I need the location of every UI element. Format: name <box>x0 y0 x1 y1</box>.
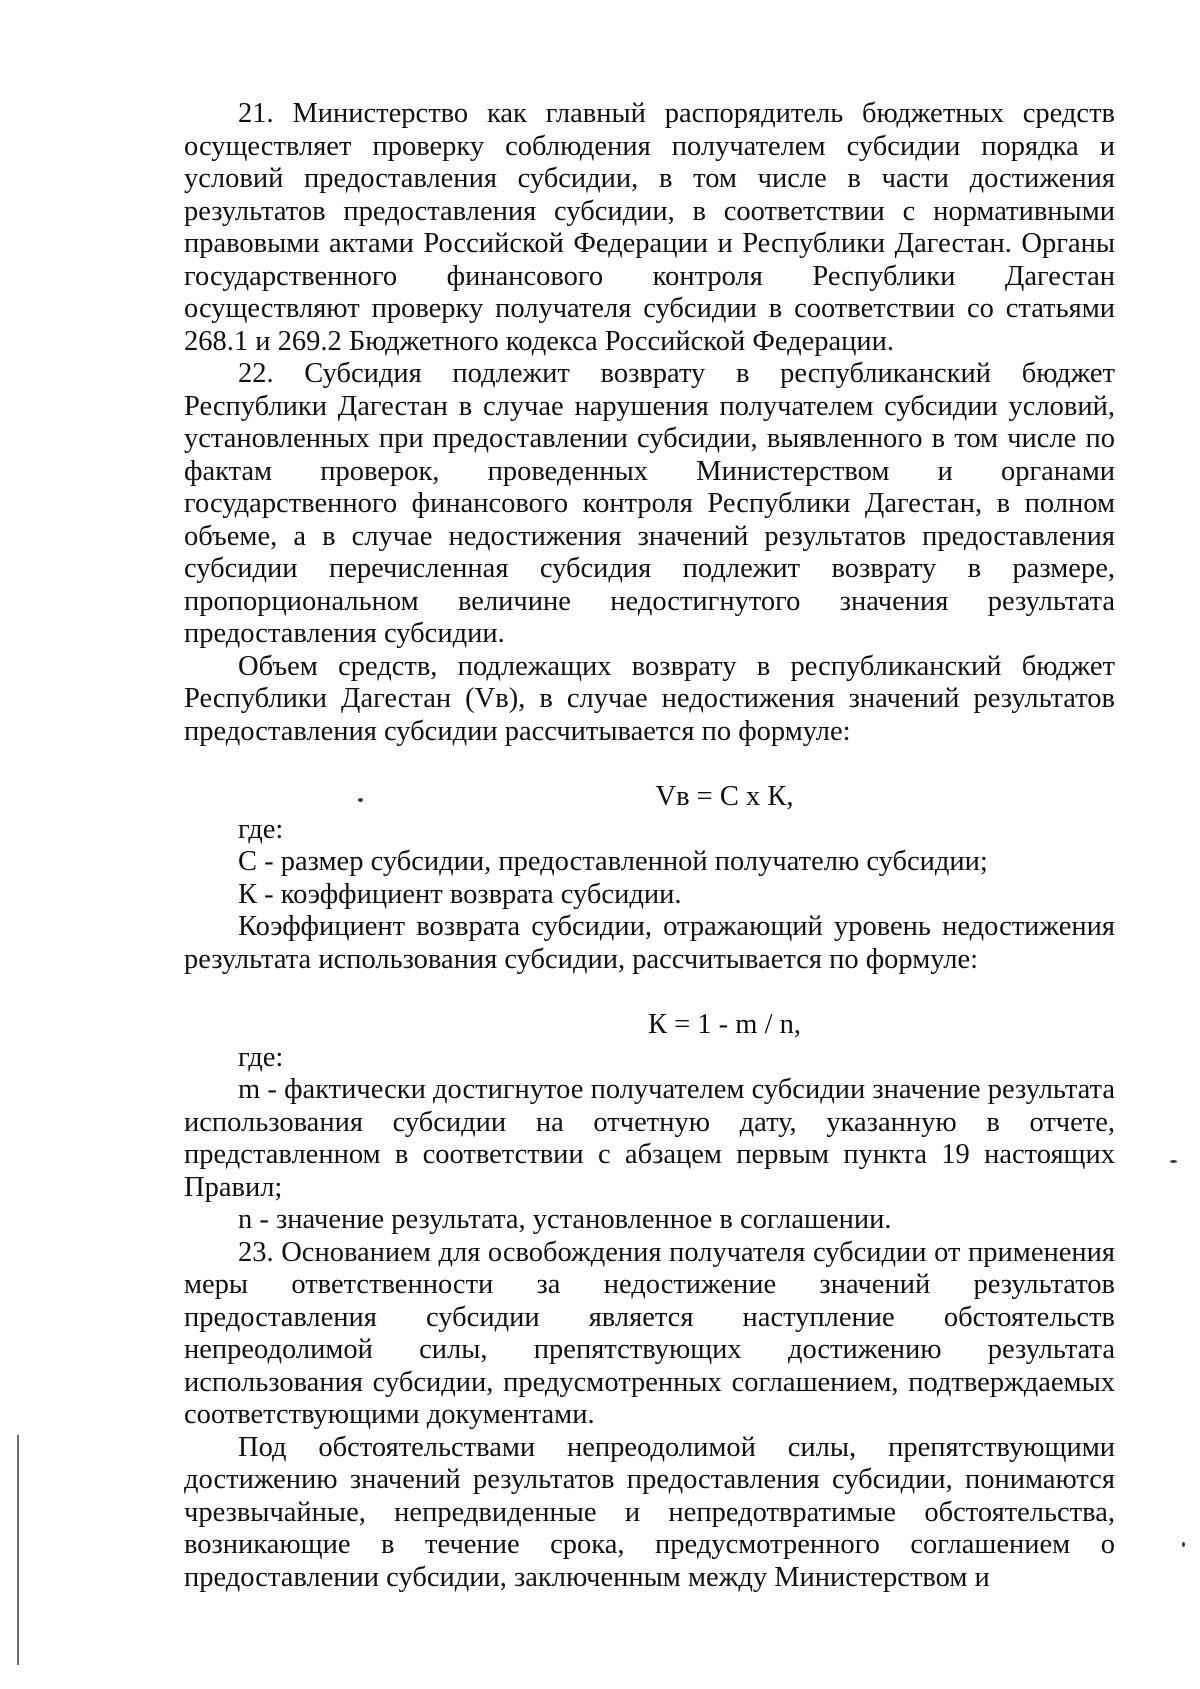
scan-edge-line <box>17 1435 19 1665</box>
definition-m: m - фактически достигнутое получателем субсидии значение результата использования субсидии на отчетную дату, указанную в отчете, представленном в соответствии с абзацем первым пункта 19 настоящих Правил; <box>184 1074 1115 1203</box>
formula-spacer <box>184 748 1115 781</box>
definition-c: С - размер субсидии, предоставленной получателю субсидии; <box>238 846 988 877</box>
paragraph-return-volume: Объем средств, подлежащих возврату в республиканский бюджет Республики Дагестан (Vв), в случае недостижения значений результатов предоставления субсидии рассчитывается по формуле: <box>184 650 1115 747</box>
scan-speck <box>1182 1542 1185 1547</box>
where-label-2: где: <box>238 1041 284 1073</box>
definition-n: n - значение результата, установленное в соглашении. <box>238 1204 892 1235</box>
document-body <box>184 98 1115 1594</box>
where-label-1: где: <box>238 813 284 845</box>
definition-k: К - коэффициент возврата субсидии. <box>238 878 682 910</box>
scan-speck <box>358 798 363 802</box>
paragraph-22: 22. Субсидия подлежит возврату в республиканский бюджет Республики Дагестан в случае нарушения получателем субсидии условий, установленных при предоставлении субсидии, выявленного в том числе по фактам проверок, проведенных Министерством и органами государственного финансового контроля Республики Дагестан, в полном объеме, а в случае недостижения значений результатов предоставления субсидии перечисленная субсидия подлежит возврату в размере, пропорциональном величине недостигнутого значения результата предоставления субсидии. <box>184 358 1115 649</box>
paragraph-21: 21. Министерство как главный распорядитель бюджетных средств осуществляет проверку соблюдения получателем субсидии порядка и условий предоставления субсидии, в том числе в части достижения результатов предоставления субсидии, в соответствии с нормативными правовыми актами Российской Федерации и Республики Дагестан. Органы государственного финансового контроля Республики Дагестан осуществляют проверку получателя субсидии в соответствии со статьями 268.1 и 269.2 Бюджетного кодекса Российской Федерации. <box>184 98 1115 357</box>
formula-return-volume: Vв = С х К, <box>655 781 794 812</box>
paragraph-force-majeure: Под обстоятельствами непреодолимой силы, препятствующими достижению значений результатов предоставления субсидии, понимаются чрезвычайные, непредвиденные и непредотвратимые обстоятельства, возникающие в течение срока, предусмотренного соглашением о предоставлении субсидии, заключенным между Министерством и <box>184 1431 1115 1593</box>
scan-speck <box>1170 1160 1177 1163</box>
paragraph-coefficient: Коэффициент возврата субсидии, отражающий уровень недостижения результата использования субсидии, рассчитывается по формуле: <box>184 911 1115 975</box>
paragraph-23: 23. Основанием для освобождения получателя субсидии от применения меры ответственности за недостижение значений результатов предоставления субсидии является наступление обстоятельств непреодолимой силы, препятствующих достижению результата использования субсидии, предусмотренных соглашением, подтверждаемых соответствующими документами. <box>184 1236 1115 1430</box>
formula-coefficient: К = 1 - m / n, <box>647 1009 802 1040</box>
formula-spacer <box>184 976 1115 1009</box>
